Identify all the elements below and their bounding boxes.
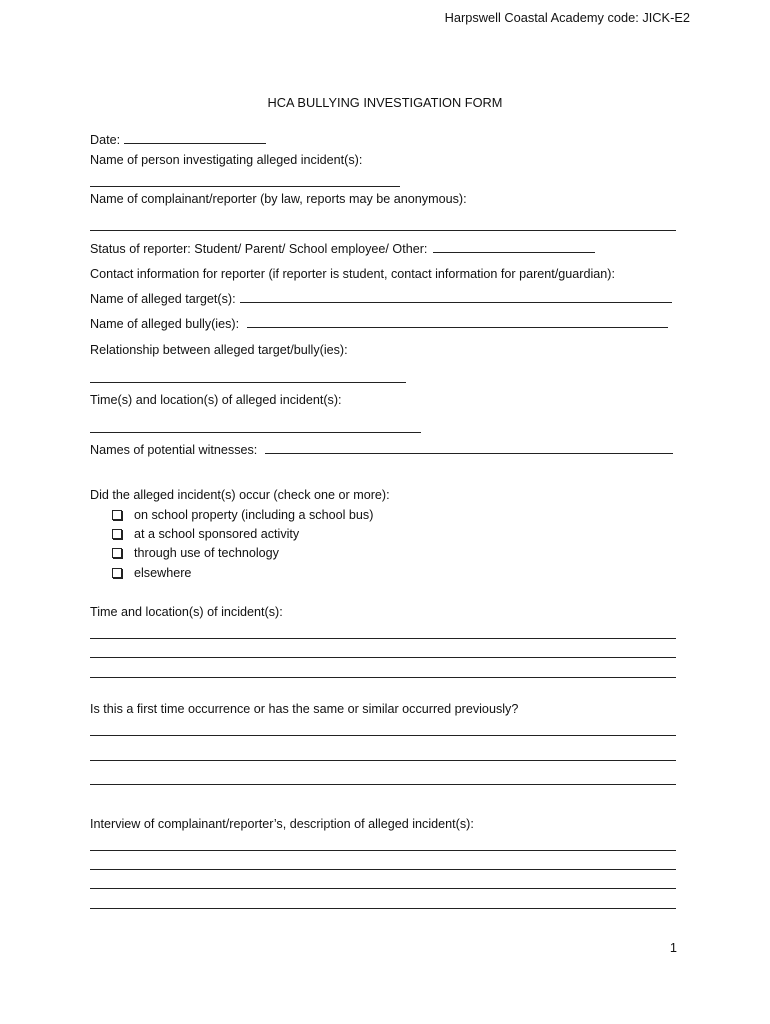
occur-option-label: on school property (including a school bus) — [134, 508, 374, 522]
occur-label: Did the alleged incident(s) occur (check one or more): — [90, 488, 390, 502]
occur-option-school-property[interactable] — [112, 508, 373, 522]
first-time-blank-2[interactable] — [90, 760, 676, 761]
first-time-label: Is this a first time occurrence or has the same or similar occurred previously? — [90, 702, 519, 716]
date-label: Date: — [90, 133, 121, 147]
occur-option-sponsored-activity[interactable] — [112, 527, 299, 541]
bully-blank[interactable] — [247, 326, 668, 328]
investigator-label: Name of person investigating alleged incident(s): — [90, 153, 363, 167]
complainant-label: Name of complainant/reporter (by law, reports may be anonymous): — [90, 192, 467, 206]
interview-blank-3[interactable] — [90, 888, 676, 889]
target-field — [90, 292, 672, 306]
document-code-header: Harpswell Coastal Academy code: JICK-E2 — [444, 10, 690, 25]
first-time-blank-3[interactable] — [90, 784, 676, 785]
checkbox-icon[interactable] — [112, 510, 122, 520]
checkbox-icon[interactable] — [112, 548, 122, 558]
witnesses-field — [90, 443, 673, 457]
bully-label: Name of alleged bully(ies): — [90, 317, 240, 331]
date-field — [90, 133, 266, 147]
status-field — [90, 242, 595, 256]
occur-option-label: elsewhere — [134, 566, 192, 580]
witnesses-label: Names of potential witnesses: — [90, 443, 258, 457]
contact-label: Contact information for reporter (if reporter is student, contact information for parent/guardian): — [90, 267, 615, 281]
time-location-blank[interactable] — [90, 432, 421, 433]
status-label: Status of reporter: Student/ Parent/ School employee/ Other: — [90, 242, 428, 256]
form-title: HCA BULLYING INVESTIGATION FORM — [267, 95, 503, 110]
incident-time-blank-2[interactable] — [90, 657, 676, 658]
checkbox-icon[interactable] — [112, 568, 122, 578]
first-time-blank-1[interactable] — [90, 735, 676, 736]
interview-blank-1[interactable] — [90, 850, 676, 851]
occur-option-label: at a school sponsored activity — [134, 527, 300, 541]
time-location-label: Time(s) and location(s) of alleged incident(s): — [90, 393, 342, 407]
incident-time-blank-1[interactable] — [90, 638, 676, 639]
investigator-blank[interactable] — [90, 186, 400, 187]
date-blank[interactable] — [124, 142, 266, 144]
occur-option-elsewhere[interactable] — [112, 566, 191, 580]
target-label: Name of alleged target(s): — [90, 292, 236, 306]
incident-time-label: Time and location(s) of incident(s): — [90, 605, 283, 619]
target-blank[interactable] — [240, 301, 672, 303]
occur-option-technology[interactable] — [112, 546, 279, 560]
interview-blank-2[interactable] — [90, 869, 676, 870]
status-other-blank[interactable] — [433, 251, 595, 253]
witnesses-blank[interactable] — [265, 452, 673, 454]
occur-option-label: through use of technology — [134, 546, 279, 560]
interview-label: Interview of complainant/reporter’s, description of alleged incident(s): — [90, 817, 474, 831]
incident-time-blank-3[interactable] — [90, 677, 676, 678]
relationship-label: Relationship between alleged target/bully(ies): — [90, 343, 348, 357]
relationship-blank[interactable] — [90, 382, 406, 383]
bully-field — [90, 317, 668, 331]
checkbox-icon[interactable] — [112, 529, 122, 539]
interview-blank-4[interactable] — [90, 908, 676, 909]
complainant-blank[interactable] — [90, 230, 676, 231]
page-number: 1 — [669, 940, 677, 955]
